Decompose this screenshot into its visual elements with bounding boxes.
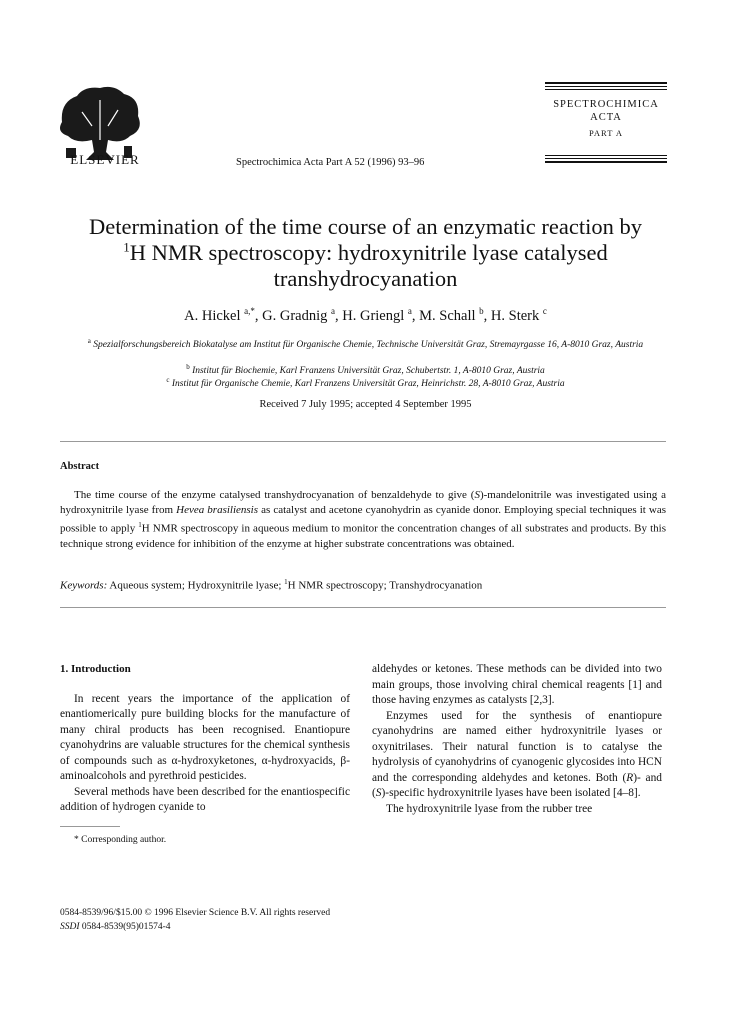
abstract-heading: Abstract — [60, 461, 100, 472]
received-dates: Received 7 July 1995; accepted 4 September 1995 — [259, 399, 472, 410]
affiliation-c: $^c$ Institut für Organische Chemie, Karl Franzens Universität Graz, Heinrichstr. 28, A-8010 Graz, Austria — [166, 376, 565, 390]
right-column — [372, 662, 662, 817]
paragraph: Several methods have been described for the enantiospecific addition of hydrogen cyanide to — [60, 785, 350, 813]
title-line3: transhydrocyanation — [273, 266, 458, 291]
copyright-line: 0584-8539/96/$15.00 © 1996 Elsevier Science B.V. All rights reserved — [60, 908, 331, 918]
header-rule — [545, 86, 667, 87]
journal-name — [545, 98, 667, 140]
article-title — [40, 214, 691, 292]
section-heading: 1. Introduction — [60, 663, 131, 675]
author: H. Griengl $^a$ — [342, 306, 412, 324]
journal-name-line1: SPECTROCHIMICA — [553, 99, 659, 110]
paragraph: In recent years the importance of the application of enantiomerically pure building blocks for the manufacture of many chiral products has been recognised. Enantiopure cyanohydrins are valuable structures for the chemical synthesis of compounds such as α-hydroxyketones, α-hydroxyacids, β-aminoalcohols and pyrethroid pesticides. — [60, 692, 350, 782]
divider — [60, 441, 666, 442]
journal-name-line2: ACTA — [590, 112, 622, 123]
elsevier-tree-logo-icon — [52, 82, 148, 162]
left-column — [60, 662, 350, 848]
journal-citation: Spectrochimica Acta Part A 52 (1996) 93–96 — [236, 157, 425, 168]
header-rule — [545, 155, 667, 156]
copyright-notice — [60, 906, 330, 934]
abstract-body: The time course of the enzyme catalysed transhydrocyanation of benzaldehyde to give (S)-mandelonitrile was investigated using a hydroxynitrile lyase from Hevea brasiliensis as catalyst and acetone cyanohydrin as cyanide donor. Employing special techniques it was possible to apply $^1$H NMR spectroscopy in aqueous medium to monitor the concentration changes of all substrates and products. By this technique strong evidence for inhibition of the enzyme at higher substrate concentrations was obtained. — [60, 489, 666, 550]
ssdi-line: SSDI 0584-8539(95)01574-4 — [60, 922, 171, 932]
author: M. Schall $^b$ — [419, 306, 484, 324]
author: H. Sterk $^c$ — [490, 306, 547, 324]
affiliation-a: $^a$ Spezialforschungsbereich Biokatalyse am Institut für Organische Chemie, Technische Universität Graz, Stremayrgasse 16, A-8010 Graz, Austria — [87, 337, 644, 351]
author: G. Gradnig $^a$ — [262, 306, 335, 324]
footnote: * Corresponding author. — [74, 834, 167, 845]
header-rule — [545, 161, 667, 163]
author: A. Hickel $^{a,*}$ — [184, 306, 255, 324]
author-list: A. Hickel $^{a,*}$, G. Gradnig $^a$, H. Griengl $^a$, M. Schall $^b$, H. Sterk $^c$ — [184, 306, 547, 324]
divider — [60, 607, 666, 608]
header-rule — [545, 158, 667, 159]
footnote-rule — [60, 826, 120, 827]
journal-part: PART A — [588, 128, 624, 138]
paragraph: Enzymes used for the synthesis of enantiopure cyanohydrins are named either hydroxynitrile lyases or oxynitrilases. Their natural function is to catalyse the hydrolysis of cyanohydrins of cyanogenic glycosides into HCN and the corresponding aldehydes and ketones. Both (R)- and (S)-specific hydroxynitrile lyases have been isolated [4–8]. — [372, 709, 662, 799]
title-line2: $^1$H NMR spectroscopy: hydroxynitrile lyase catalysed — [123, 239, 608, 265]
keywords: Keywords: Aqueous system; Hydroxynitrile lyase; $^1$H NMR spectroscopy; Transhydrocyanation — [60, 578, 483, 592]
paragraph: The hydroxynitrile lyase from the rubber tree — [386, 802, 593, 815]
paragraph: aldehydes or ketones. These methods can be divided into two main groups, those involving chiral chemical reagents [1] and those having enzymes as catalysts [2,3]. — [372, 663, 662, 706]
header-rule — [545, 82, 667, 84]
publisher-name: ELSEVIER — [70, 152, 140, 167]
title-line1: Determination of the time course of an enzymatic reaction by — [89, 214, 642, 239]
affiliation-b: $^b$ Institut für Biochemie, Karl Franzens Universität Graz, Schubertstr. 1, A-8010 Graz, Austria — [186, 363, 545, 377]
header-rule — [545, 89, 667, 90]
